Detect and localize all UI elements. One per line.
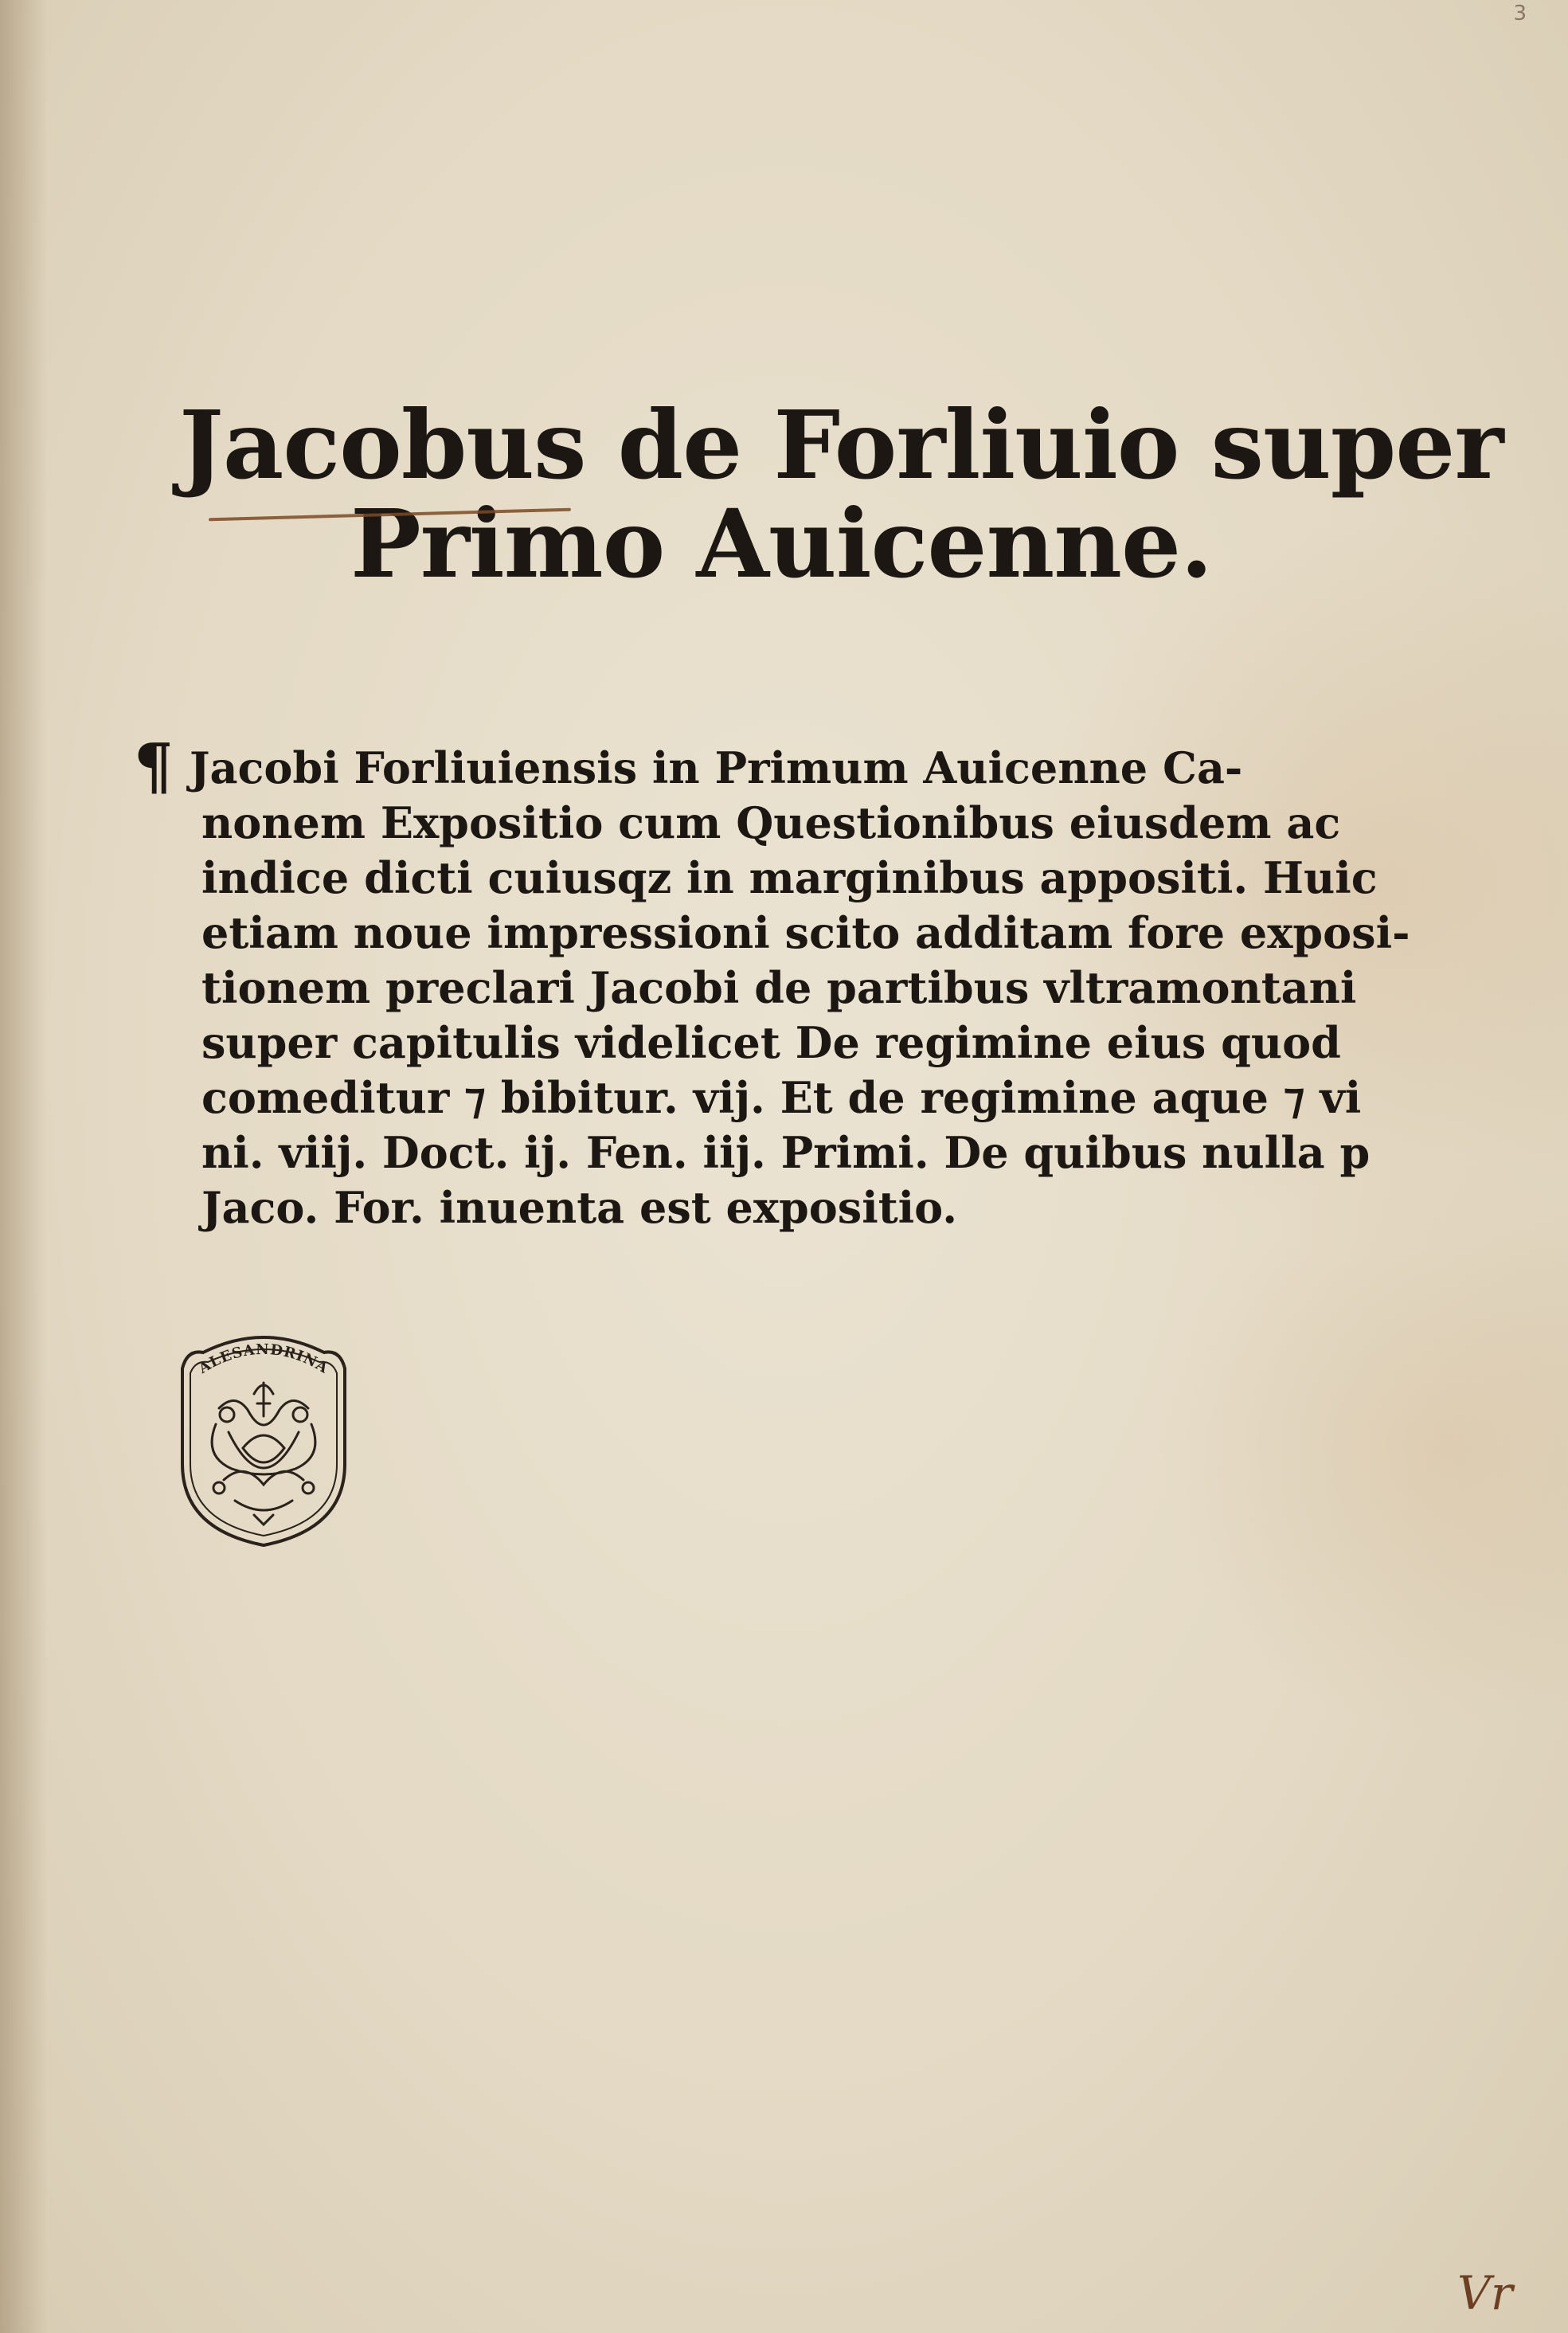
paragraph-mark-icon: ¶ xyxy=(134,730,174,803)
corner-pencil-note: 3 xyxy=(1513,2,1527,25)
svg-text:ALESANDRINA: ALESANDRINA xyxy=(195,1341,332,1377)
description-paragraph xyxy=(134,730,1410,1235)
paragraph-line: etiam noue impressioni scito additam fore exposi- xyxy=(201,907,1410,958)
page-edge-shadow xyxy=(0,0,48,2333)
paragraph-line: Jaco. For. inuenta est expositio. xyxy=(201,1182,958,1233)
paragraph-line: ni. viij. Doct. ij. Fen. iij. Primi. De quibus nulla p xyxy=(201,1127,1371,1178)
paragraph-line: super capitulis videlicet De regimine eius quod xyxy=(201,1017,1341,1068)
paragraph-line: nonem Expositio cum Questionibus eiusdem ac xyxy=(201,797,1341,848)
title-line-1: Jacobus de Forliuio super xyxy=(179,389,1503,500)
handwritten-folio-note: Vr xyxy=(1457,2266,1513,2320)
paragraph-line: indice dicti cuiusqz in marginibus appositi. Huic xyxy=(201,852,1378,903)
paragraph-line: ¶ Jacobi Forliuiensis in Primum Auicenne Ca- xyxy=(134,730,1243,803)
library-stamp-icon xyxy=(171,1321,356,1550)
paragraph-line: tionem preclari Jacobi de partibus vltramontani xyxy=(201,962,1357,1013)
title-line-2: Primo Auicenne. xyxy=(350,488,1213,599)
page-title xyxy=(179,389,1503,599)
paragraph-line: comeditur ⁊ bibitur. vij. Et de regimine aque ⁊ vi xyxy=(201,1072,1362,1123)
